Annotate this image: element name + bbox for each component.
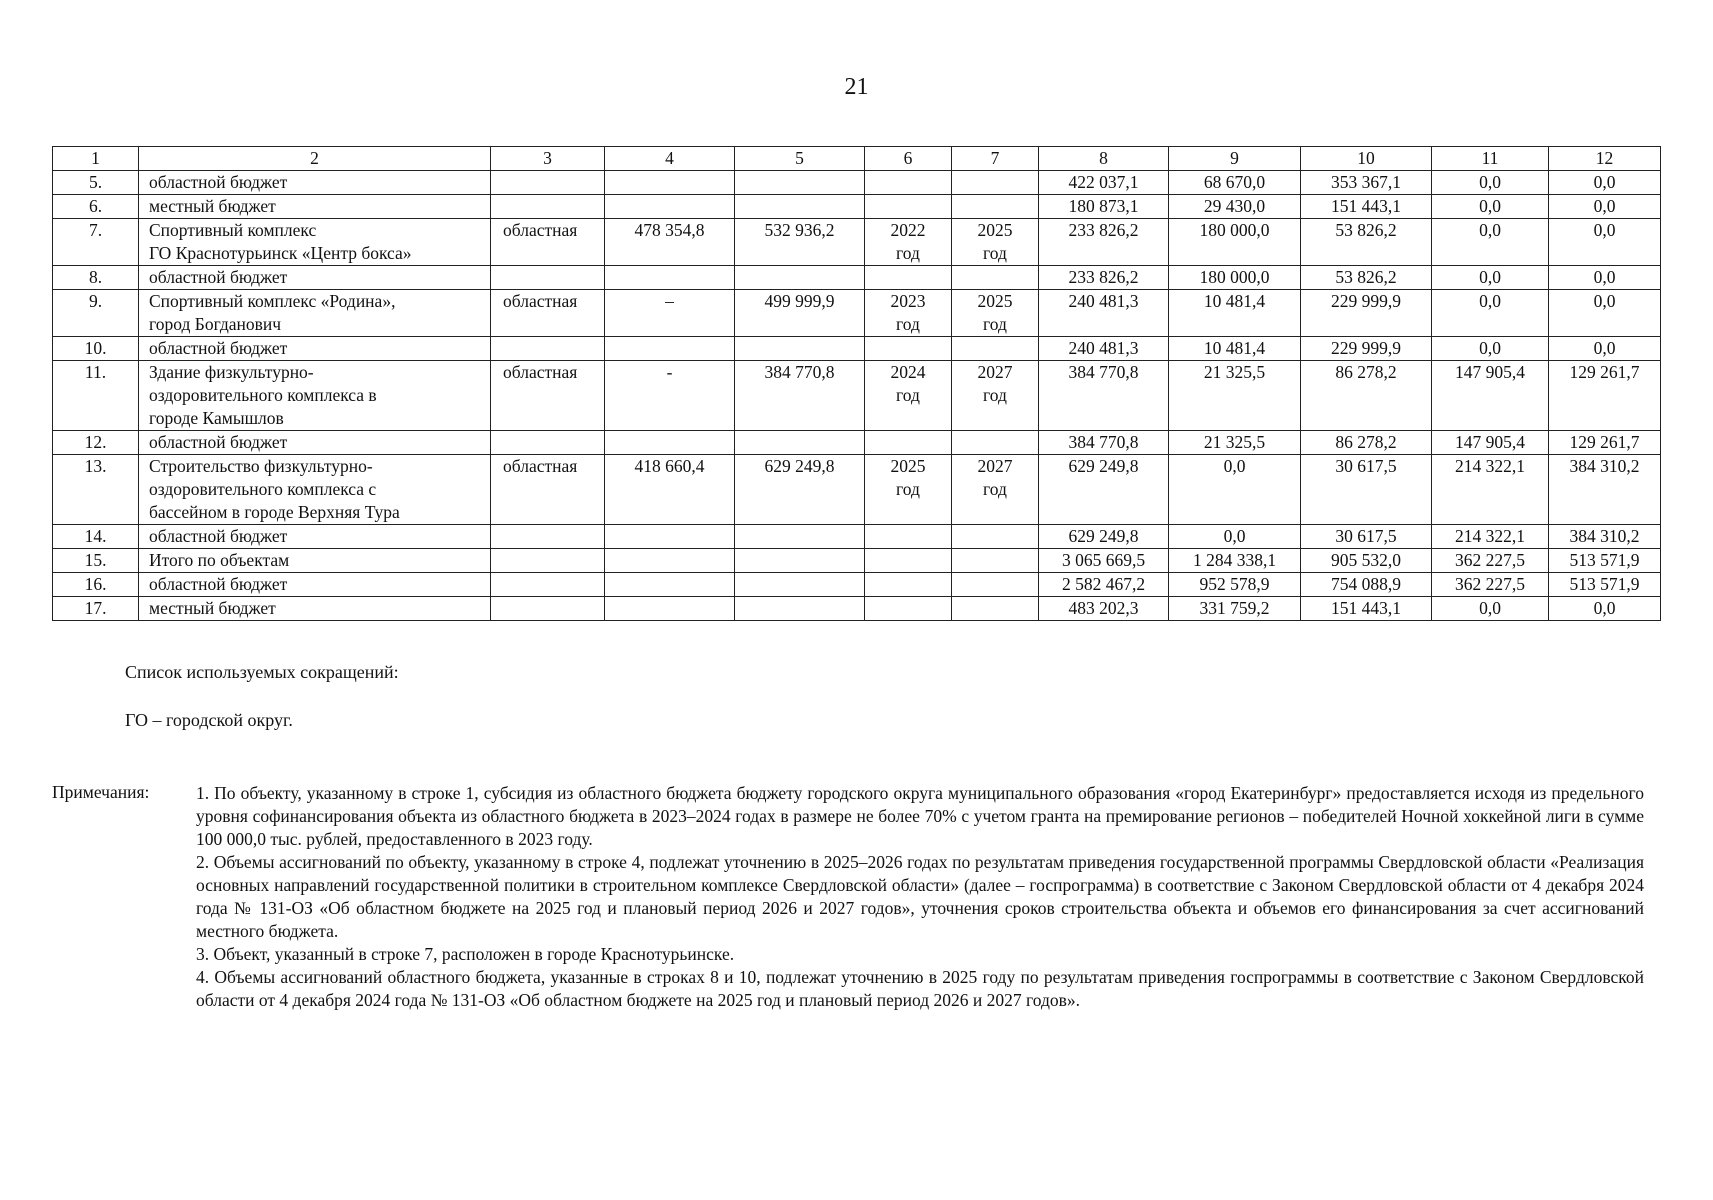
end-year [952, 337, 1039, 361]
cell-col-11: 0,0 [1432, 290, 1549, 337]
budget-type [491, 266, 605, 290]
note-item: 4. Объемы ассигнований областного бюджета, указанные в строках 8 и 10, подлежат уточнению в 2025 году по результатам приведения госпрограммы в соответствие с Законом Свердловской области от 4 декабря 2024 года № 131-ОЗ «Об областном бюджете на 2025 год и плановый период 2026 и 2027 годов». [196, 967, 1644, 1010]
cell-col-10: 53 826,2 [1301, 219, 1432, 266]
object-name-line: оздоровительного комплекса в [149, 385, 377, 405]
cell-col-12: 0,0 [1549, 195, 1661, 219]
note-item: 3. Объект, указанный в строке 7, расположен в городе Краснотурьинске. [196, 944, 735, 964]
cell-col-9: 10 481,4 [1169, 337, 1301, 361]
cell-col-8: 233 826,2 [1039, 219, 1169, 266]
object-name [139, 455, 491, 525]
table-row [53, 290, 1661, 337]
cell-col-9: 10 481,4 [1169, 290, 1301, 337]
cell-col-10: 30 617,5 [1301, 525, 1432, 549]
end-year [952, 361, 1039, 431]
cell-col-9: 0,0 [1169, 525, 1301, 549]
row-number: 6. [53, 195, 139, 219]
note-item: 2. Объемы ассигнований по объекту, указанному в строке 4, подлежат уточнению в 2025–2026 годах по результатам приведения государственной программы Свердловской области «Реализация основных направлений государственной политики в строительном комплексе Свердловской области» (далее – госпрограмма) в соответствие с Законом Свердловской области от 4 декабря 2024 года № 131-ОЗ «Об областном бюджете на 2025 год и плановый период 2026 и 2027 годов», уточнения сроков строительства объекта и объемов его финансирования за счет ассигнований местного бюджета. [196, 852, 1644, 941]
object-name [139, 195, 491, 219]
cell-col-5: 384 770,8 [735, 361, 865, 431]
cell-col-5 [735, 525, 865, 549]
table-row [53, 219, 1661, 266]
start-year-line: 2024 [890, 362, 926, 382]
table-row [53, 573, 1661, 597]
cell-col-4 [605, 525, 735, 549]
object-name-line: местный бюджет [149, 598, 276, 618]
start-year-line: год [896, 314, 920, 334]
end-year [952, 195, 1039, 219]
cell-col-8: 629 249,8 [1039, 455, 1169, 525]
cell-col-8: 629 249,8 [1039, 525, 1169, 549]
cell-col-11: 214 322,1 [1432, 455, 1549, 525]
table-row [53, 361, 1661, 431]
cell-col-9: 331 759,2 [1169, 597, 1301, 621]
row-number: 13. [53, 455, 139, 525]
column-header: 8 [1039, 147, 1169, 171]
cell-col-8: 240 481,3 [1039, 290, 1169, 337]
cell-col-8: 2 582 467,2 [1039, 573, 1169, 597]
column-header: 10 [1301, 147, 1432, 171]
object-name [139, 597, 491, 621]
cell-col-11: 147 905,4 [1432, 431, 1549, 455]
cell-col-10: 229 999,9 [1301, 290, 1432, 337]
start-year-line: 2022 [890, 220, 926, 240]
cell-col-4 [605, 549, 735, 573]
object-name-line: областной бюджет [149, 574, 288, 594]
cell-col-12: 384 310,2 [1549, 525, 1661, 549]
cell-col-11: 362 227,5 [1432, 573, 1549, 597]
object-name [139, 361, 491, 431]
cell-col-11: 0,0 [1432, 266, 1549, 290]
row-number: 5. [53, 171, 139, 195]
start-year [865, 549, 952, 573]
cell-col-11: 0,0 [1432, 337, 1549, 361]
budget-type: областная [491, 455, 605, 525]
cell-col-5: 629 249,8 [735, 455, 865, 525]
start-year [865, 431, 952, 455]
start-year [865, 361, 952, 431]
cell-col-8: 384 770,8 [1039, 361, 1169, 431]
row-number: 11. [53, 361, 139, 431]
object-name [139, 290, 491, 337]
start-year [865, 266, 952, 290]
cell-col-9: 180 000,0 [1169, 266, 1301, 290]
budget-type [491, 573, 605, 597]
end-year [952, 290, 1039, 337]
object-name-line: Здание физкультурно- [149, 362, 314, 382]
budget-table [52, 146, 1661, 621]
budget-type [491, 431, 605, 455]
start-year-line: 2023 [890, 291, 926, 311]
end-year [952, 266, 1039, 290]
budget-type [491, 337, 605, 361]
budget-type [491, 549, 605, 573]
object-name-line: ГО Краснотурьинск «Центр бокса» [149, 243, 412, 263]
cell-col-9: 21 325,5 [1169, 361, 1301, 431]
table-row [53, 195, 1661, 219]
cell-col-11: 0,0 [1432, 171, 1549, 195]
table-row [53, 171, 1661, 195]
row-number: 16. [53, 573, 139, 597]
table-row [53, 525, 1661, 549]
column-header: 1 [53, 147, 139, 171]
table-row [53, 455, 1661, 525]
cell-col-9: 21 325,5 [1169, 431, 1301, 455]
end-year [952, 597, 1039, 621]
table-header-row [53, 147, 1661, 171]
row-number: 14. [53, 525, 139, 549]
cell-col-8: 483 202,3 [1039, 597, 1169, 621]
cell-col-11: 362 227,5 [1432, 549, 1549, 573]
object-name-line: местный бюджет [149, 196, 276, 216]
cell-col-12: 384 310,2 [1549, 455, 1661, 525]
row-number: 12. [53, 431, 139, 455]
cell-col-9: 68 670,0 [1169, 171, 1301, 195]
budget-type [491, 597, 605, 621]
cell-col-5 [735, 195, 865, 219]
end-year [952, 549, 1039, 573]
cell-col-12: 513 571,9 [1549, 549, 1661, 573]
object-name [139, 171, 491, 195]
notes-label: Примечания: [52, 782, 150, 802]
cell-col-10: 905 532,0 [1301, 549, 1432, 573]
cell-col-12: 0,0 [1549, 266, 1661, 290]
cell-col-11: 214 322,1 [1432, 525, 1549, 549]
column-header: 12 [1549, 147, 1661, 171]
cell-col-10: 86 278,2 [1301, 361, 1432, 431]
end-year [952, 573, 1039, 597]
cell-col-4 [605, 431, 735, 455]
cell-col-4: 478 354,8 [605, 219, 735, 266]
object-name-line: Итого по объектам [149, 550, 290, 570]
cell-col-9: 29 430,0 [1169, 195, 1301, 219]
object-name-line: город Богданович [149, 314, 282, 334]
budget-type [491, 195, 605, 219]
cell-col-8: 240 481,3 [1039, 337, 1169, 361]
end-year [952, 171, 1039, 195]
table-row [53, 337, 1661, 361]
column-header: 5 [735, 147, 865, 171]
end-year-line: год [983, 479, 1007, 499]
start-year-line: год [896, 479, 920, 499]
cell-col-5: 499 999,9 [735, 290, 865, 337]
start-year [865, 171, 952, 195]
budget-type [491, 171, 605, 195]
object-name-line: областной бюджет [149, 526, 288, 546]
end-year [952, 455, 1039, 525]
cell-col-10: 229 999,9 [1301, 337, 1432, 361]
object-name-line: областной бюджет [149, 338, 288, 358]
cell-col-12: 0,0 [1549, 171, 1661, 195]
notes-list [196, 782, 1644, 1012]
object-name-line: бассейном в городе Верхняя Тура [149, 502, 400, 522]
cell-col-4 [605, 337, 735, 361]
cell-col-8: 422 037,1 [1039, 171, 1169, 195]
end-year-line: 2027 [977, 362, 1013, 382]
object-name [139, 431, 491, 455]
end-year [952, 219, 1039, 266]
budget-type: областная [491, 219, 605, 266]
cell-col-10: 151 443,1 [1301, 195, 1432, 219]
note-item: 1. По объекту, указанному в строке 1, субсидия из областного бюджета бюджету городского округа муниципального образования «город Екатеринбург» предоставляется исходя из предельного уровня софинансирования объекта из областного бюджета в 2023–2024 годах в размере не более 70% с учетом гранта на премирование регионов – победителей Ночной хоккейной лиги в сумме 100 000,0 тыс. рублей, предоставленного в 2023 году. [196, 783, 1644, 849]
row-number: 7. [53, 219, 139, 266]
object-name [139, 549, 491, 573]
object-name [139, 573, 491, 597]
column-header: 2 [139, 147, 491, 171]
cell-col-4: 418 660,4 [605, 455, 735, 525]
cell-col-11: 147 905,4 [1432, 361, 1549, 431]
page-number: 21 [844, 74, 869, 100]
start-year [865, 455, 952, 525]
cell-col-5 [735, 266, 865, 290]
start-year [865, 290, 952, 337]
abbreviation-item: ГО – городской округ. [125, 710, 293, 730]
cell-col-4 [605, 597, 735, 621]
object-name-line: Спортивный комплекс «Родина», [149, 291, 396, 311]
cell-col-10: 86 278,2 [1301, 431, 1432, 455]
cell-col-4 [605, 171, 735, 195]
end-year [952, 525, 1039, 549]
start-year [865, 195, 952, 219]
end-year [952, 431, 1039, 455]
object-name [139, 525, 491, 549]
column-header: 11 [1432, 147, 1549, 171]
cell-col-5 [735, 549, 865, 573]
table-row [53, 597, 1661, 621]
column-header: 7 [952, 147, 1039, 171]
cell-col-12: 0,0 [1549, 290, 1661, 337]
object-name-line: Строительство физкультурно- [149, 456, 373, 476]
row-number: 9. [53, 290, 139, 337]
cell-col-9: 952 578,9 [1169, 573, 1301, 597]
cell-col-10: 353 367,1 [1301, 171, 1432, 195]
row-number: 10. [53, 337, 139, 361]
object-name-line: городе Камышлов [149, 408, 284, 428]
cell-col-10: 151 443,1 [1301, 597, 1432, 621]
object-name [139, 337, 491, 361]
cell-col-5 [735, 431, 865, 455]
cell-col-9: 0,0 [1169, 455, 1301, 525]
start-year-line: год [896, 243, 920, 263]
object-name [139, 219, 491, 266]
column-header: 9 [1169, 147, 1301, 171]
cell-col-4 [605, 573, 735, 597]
cell-col-12: 0,0 [1549, 597, 1661, 621]
start-year [865, 525, 952, 549]
cell-col-10: 53 826,2 [1301, 266, 1432, 290]
start-year [865, 597, 952, 621]
table-row [53, 266, 1661, 290]
cell-col-4 [605, 195, 735, 219]
cell-col-12: 0,0 [1549, 337, 1661, 361]
object-name-line: областной бюджет [149, 267, 288, 287]
cell-col-12: 129 261,7 [1549, 361, 1661, 431]
cell-col-12: 513 571,9 [1549, 573, 1661, 597]
row-number: 17. [53, 597, 139, 621]
table-row [53, 549, 1661, 573]
start-year-line: 2025 [890, 456, 926, 476]
row-number: 15. [53, 549, 139, 573]
cell-col-9: 1 284 338,1 [1169, 549, 1301, 573]
end-year-line: год [983, 243, 1007, 263]
end-year-line: 2025 [977, 220, 1013, 240]
budget-type [491, 525, 605, 549]
start-year-line: год [896, 385, 920, 405]
end-year-line: 2025 [977, 291, 1013, 311]
cell-col-9: 180 000,0 [1169, 219, 1301, 266]
cell-col-5 [735, 337, 865, 361]
cell-col-8: 233 826,2 [1039, 266, 1169, 290]
object-name-line: областной бюджет [149, 172, 288, 192]
end-year-line: 2027 [977, 456, 1013, 476]
end-year-line: год [983, 314, 1007, 334]
budget-type: областная [491, 290, 605, 337]
cell-col-11: 0,0 [1432, 219, 1549, 266]
cell-col-8: 384 770,8 [1039, 431, 1169, 455]
cell-col-4 [605, 266, 735, 290]
cell-col-11: 0,0 [1432, 597, 1549, 621]
abbreviations-title: Список используемых сокращений: [125, 662, 399, 682]
cell-col-10: 30 617,5 [1301, 455, 1432, 525]
cell-col-5 [735, 573, 865, 597]
cell-col-8: 180 873,1 [1039, 195, 1169, 219]
cell-col-12: 0,0 [1549, 219, 1661, 266]
cell-col-4: – [605, 290, 735, 337]
cell-col-8: 3 065 669,5 [1039, 549, 1169, 573]
budget-type: областная [491, 361, 605, 431]
cell-col-11: 0,0 [1432, 195, 1549, 219]
row-number: 8. [53, 266, 139, 290]
end-year-line: год [983, 385, 1007, 405]
cell-col-4: - [605, 361, 735, 431]
cell-col-12: 129 261,7 [1549, 431, 1661, 455]
table-row [53, 431, 1661, 455]
start-year [865, 337, 952, 361]
object-name [139, 266, 491, 290]
start-year [865, 219, 952, 266]
start-year [865, 573, 952, 597]
object-name-line: Спортивный комплекс [149, 220, 317, 240]
table-body [53, 171, 1661, 621]
column-header: 6 [865, 147, 952, 171]
column-header: 4 [605, 147, 735, 171]
object-name-line: оздоровительного комплекса с [149, 479, 377, 499]
cell-col-5 [735, 171, 865, 195]
cell-col-5 [735, 597, 865, 621]
column-header: 3 [491, 147, 605, 171]
object-name-line: областной бюджет [149, 432, 288, 452]
cell-col-10: 754 088,9 [1301, 573, 1432, 597]
cell-col-5: 532 936,2 [735, 219, 865, 266]
